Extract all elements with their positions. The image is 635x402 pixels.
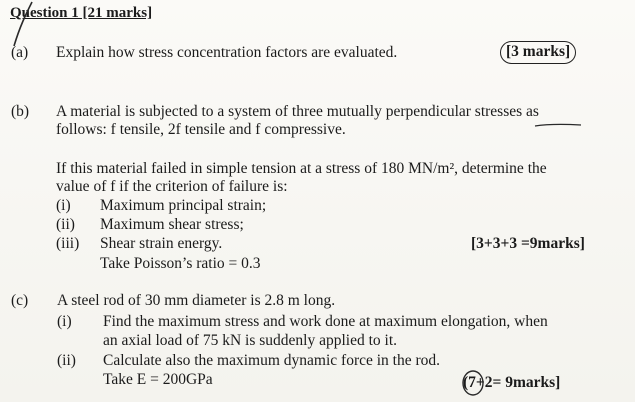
part-b-line2: follows: f tensile, 2f tensile and f compressive. bbox=[56, 121, 346, 138]
part-a-label: (a) bbox=[11, 44, 29, 61]
part-c-item-line1-1: Find the maximum stress and work done at maximum elongation, when bbox=[103, 313, 548, 330]
part-c-intro: A steel rod of 30 mm diameter is 2.8 m long. bbox=[57, 292, 336, 309]
part-c-item-line2-1: an axial load of 75 kN is suddenly applied to it. bbox=[103, 332, 398, 349]
part-b-item-text-2: Maximum shear stress; bbox=[100, 216, 244, 233]
part-b-label: (b) bbox=[11, 103, 30, 120]
underline-mark-icon bbox=[533, 121, 583, 129]
part-a-text: Explain how stress concentration factors are evaluated. bbox=[56, 44, 398, 61]
part-b-marks: [3+3+3 =9marks] bbox=[471, 235, 585, 252]
part-c-item-line1-2: Calculate also the maximum dynamic force in the rod. bbox=[103, 352, 441, 369]
part-c-note: Take E = 200GPa bbox=[103, 371, 213, 388]
part-b-line3: If this material failed in simple tension at a stress of 180 MN/m², determine the bbox=[56, 160, 547, 177]
question-title: Question 1 [21 marks] bbox=[10, 5, 153, 21]
part-b-item-num-3: (iii) bbox=[56, 235, 80, 252]
part-b-note: Take Poisson’s ratio = 0.3 bbox=[100, 255, 261, 272]
part-c-label: (c) bbox=[11, 292, 29, 309]
part-b-line4: value of f if the criterion of failure is: bbox=[56, 178, 288, 195]
part-b-item-num-1: (i) bbox=[56, 197, 71, 214]
part-b-item-text-3: Shear strain energy. bbox=[100, 235, 223, 252]
part-b-item-text-1: Maximum principal strain; bbox=[100, 197, 267, 214]
part-c-marks: (7+2= 9marks] bbox=[463, 374, 561, 391]
part-c-item-num-2: (ii) bbox=[57, 352, 76, 369]
part-a-marks: [3 marks] bbox=[500, 41, 576, 64]
part-c-item-num-1: (i) bbox=[57, 313, 72, 330]
part-b-item-num-2: (ii) bbox=[56, 216, 75, 233]
part-b-line1: A material is subjected to a system of three mutually perpendicular stresses as bbox=[56, 103, 539, 120]
